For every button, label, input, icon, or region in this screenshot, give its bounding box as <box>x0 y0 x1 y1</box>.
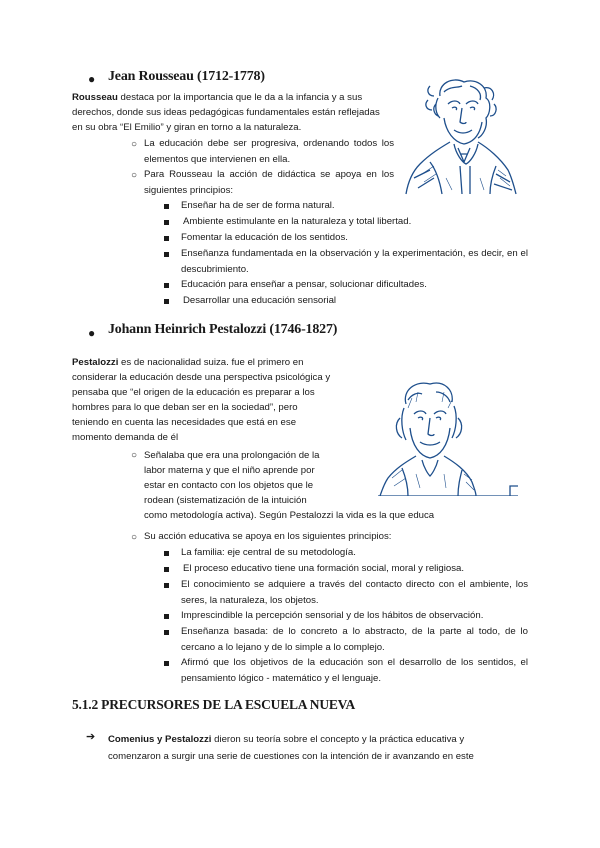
bullet-square <box>164 299 169 304</box>
bullet-square <box>164 630 169 635</box>
rousseau-principle: Desarrollar una educación sensorial <box>183 295 337 306</box>
rousseau-name: Rousseau <box>72 92 118 103</box>
arrow-icon: ➔ <box>86 731 96 743</box>
rousseau-principle: Educación para enseñar a pensar, solucionar dificultades. <box>181 279 427 290</box>
rousseau-principle: Enseñar ha de ser de forma natural. <box>181 200 335 211</box>
bullet-square <box>164 567 169 572</box>
sub-line: como metodología activa). Según Pestalozzi la vida es la que educa <box>144 510 435 521</box>
section-line: comenzaron a surgir una serie de cuestiones con la intención de ir avanzando en este <box>108 751 474 762</box>
pestalozzi-principle: El proceso educativo tiene una formación social, moral y religiosa. <box>183 563 465 574</box>
bullet-circle: ○ <box>131 450 138 461</box>
section-line: dieron su teoría sobre el concepto y la práctica educativa y <box>211 734 465 745</box>
bullet-square <box>164 283 169 288</box>
pestalozzi-principle: El conocimiento se adquiere a través del contacto directo con el ambiente, los seres, la naturaleza, los objetos. <box>181 579 528 606</box>
pestalozzi-sub-1 <box>144 448 435 523</box>
intro-line: teniendo en cuenta las necesidades que está en ese <box>72 417 297 428</box>
bullet-square <box>164 583 169 588</box>
bullet-circle: ○ <box>131 532 138 543</box>
bullet-square <box>164 204 169 209</box>
intro-line: en su obra “El Emilio” y giran en torno a la naturaleza. <box>72 122 302 133</box>
bullet-circle: ○ <box>131 170 138 181</box>
bullet-dot: ● <box>88 72 96 86</box>
rousseau-portrait <box>400 78 520 196</box>
bullet-square <box>164 252 169 257</box>
intro-line: considerar la educación desde una perspectiva psicológica y <box>72 372 331 383</box>
bullet-square <box>164 661 169 666</box>
sub-line: rodean (sistematización de la intuición <box>144 495 307 506</box>
bullet-square <box>164 551 169 556</box>
pestalozzi-principle: La familia: eje central de su metodología. <box>181 547 356 558</box>
bullet-square <box>164 614 169 619</box>
rousseau-principle: Enseñanza fundamentada en la observación y la experimentación, es decir, en el descubrimiento. <box>181 248 528 275</box>
pestalozzi-principle: Imprescindible la percepción sensorial y de los hábitos de observación. <box>181 610 484 621</box>
bullet-circle: ○ <box>131 139 138 150</box>
section-paragraph <box>108 731 528 765</box>
intro-line: hombres para lo que deban ser en la sociedad”, pero <box>72 402 298 413</box>
pestalozzi-intro <box>72 355 342 445</box>
pestalozzi-sub-2: Su acción educativa se apoya en los siguientes principios: <box>144 531 392 542</box>
bullet-square <box>164 220 169 225</box>
intro-line: derechos, donde sus ideas pedagógicas fundamentales están reflejadas <box>72 107 380 118</box>
pestalozzi-principle: Enseñanza basada: de lo concreto a lo abstracto, de la parte al todo, de lo cercano a lo lejano y de lo simple a lo complejo. <box>181 626 528 653</box>
intro-line: destaca por la importancia que le da a la infancia y a sus <box>117 92 363 103</box>
intro-line: momento demanda de él <box>72 432 179 443</box>
pestalozzi-name: Pestalozzi <box>72 357 119 368</box>
rousseau-heading: Jean Rousseau (1712-1778) <box>108 69 265 84</box>
sub-line: Señalaba que era una prolongación de la <box>144 450 320 461</box>
pestalozzi-principle: Afirmó que los objetivos de la educación son el desarrollo de los sentidos, el pensamiento lógico - matemático y el lenguaje. <box>181 657 528 684</box>
rousseau-intro <box>72 90 394 135</box>
rousseau-principle: Fomentar la educación de los sentidos. <box>181 232 348 243</box>
sub-line: estar en contacto con los objetos que le <box>144 480 314 491</box>
bullet-square <box>164 236 169 241</box>
intro-line: es de nacionalidad suiza. fue el primero en <box>118 357 304 368</box>
sub-line: labor materna y que el niño aprende por <box>144 465 315 476</box>
pestalozzi-heading: Johann Heinrich Pestalozzi (1746-1827) <box>108 322 338 337</box>
pestalozzi-portrait <box>372 378 524 496</box>
intro-line: pensaba que “el origen de la educación es preparar a los <box>72 387 315 398</box>
rousseau-sub-2: Para Rousseau la acción de didáctica se apoya en los siguientes principios: <box>144 169 394 196</box>
rousseau-principle: Ambiente estimulante en la naturaleza y total libertad. <box>183 216 412 227</box>
rousseau-sub-1: La educación debe ser progresiva, ordenando todos los elementos que intervienen en ella. <box>144 138 394 165</box>
section-heading: 5.1.2 PRECURSORES DE LA ESCUELA NUEVA <box>72 697 356 712</box>
section-bold: Comenius y Pestalozzi <box>108 734 212 745</box>
bullet-dot: ● <box>88 326 96 340</box>
